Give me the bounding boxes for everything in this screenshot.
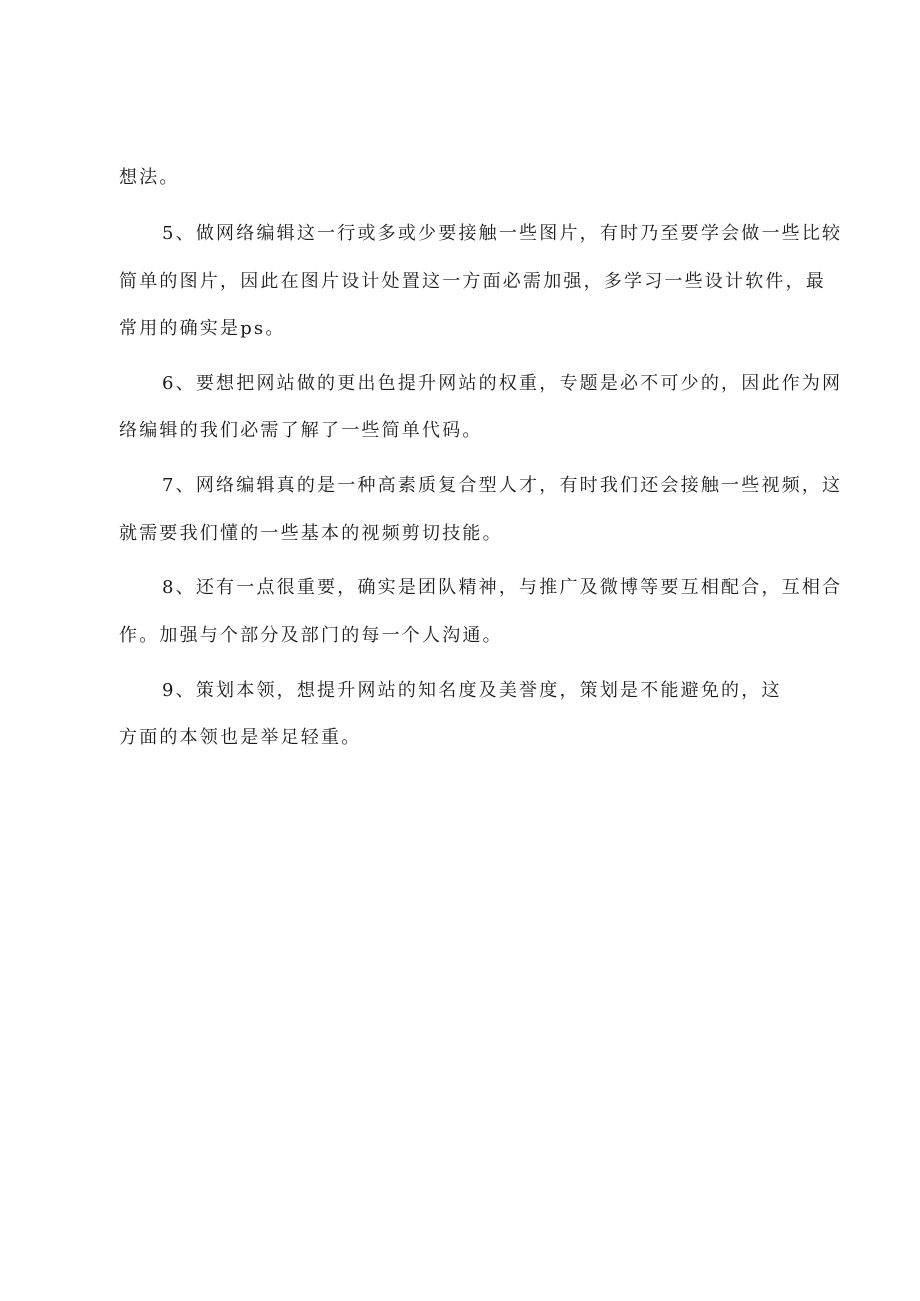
item-9-line-1: 9、策划本领，想提升网站的知名度及美誉度，策划是不能避免的，这	[162, 680, 782, 701]
item-6-line-1: 6、要想把网站做的更出色提升网站的权重，专题是必不可少的，因此作为网	[162, 373, 843, 394]
item-8-line-2: 作。加强与个部分及部门的每一个人沟通。	[119, 625, 503, 646]
item-5-line-3: 常用的确实是ps。	[119, 318, 286, 339]
text-line-continuation: 想法。	[119, 167, 180, 188]
item-5-line-2: 简单的图片，因此在图片设计处置这一方面必需加强，多学习一些设计软件，最	[119, 271, 826, 292]
item-9-line-2: 方面的本领也是举足轻重。	[119, 727, 362, 748]
item-5-line-1: 5、做网络编辑这一行或多或少要接触一些图片，有时乃至要学会做一些比较	[162, 223, 843, 244]
item-7-line-2: 就需要我们懂的一些基本的视频剪切技能。	[119, 523, 503, 544]
item-6-line-2: 络编辑的我们必需了解了一些简单代码。	[119, 420, 483, 441]
item-7-line-1: 7、网络编辑真的是一种高素质复合型人才，有时我们还会接触一些视频，这	[162, 475, 843, 496]
item-8-line-1: 8、还有一点很重要，确实是团队精神，与推广及微博等要互相配合，互相合	[162, 577, 843, 598]
